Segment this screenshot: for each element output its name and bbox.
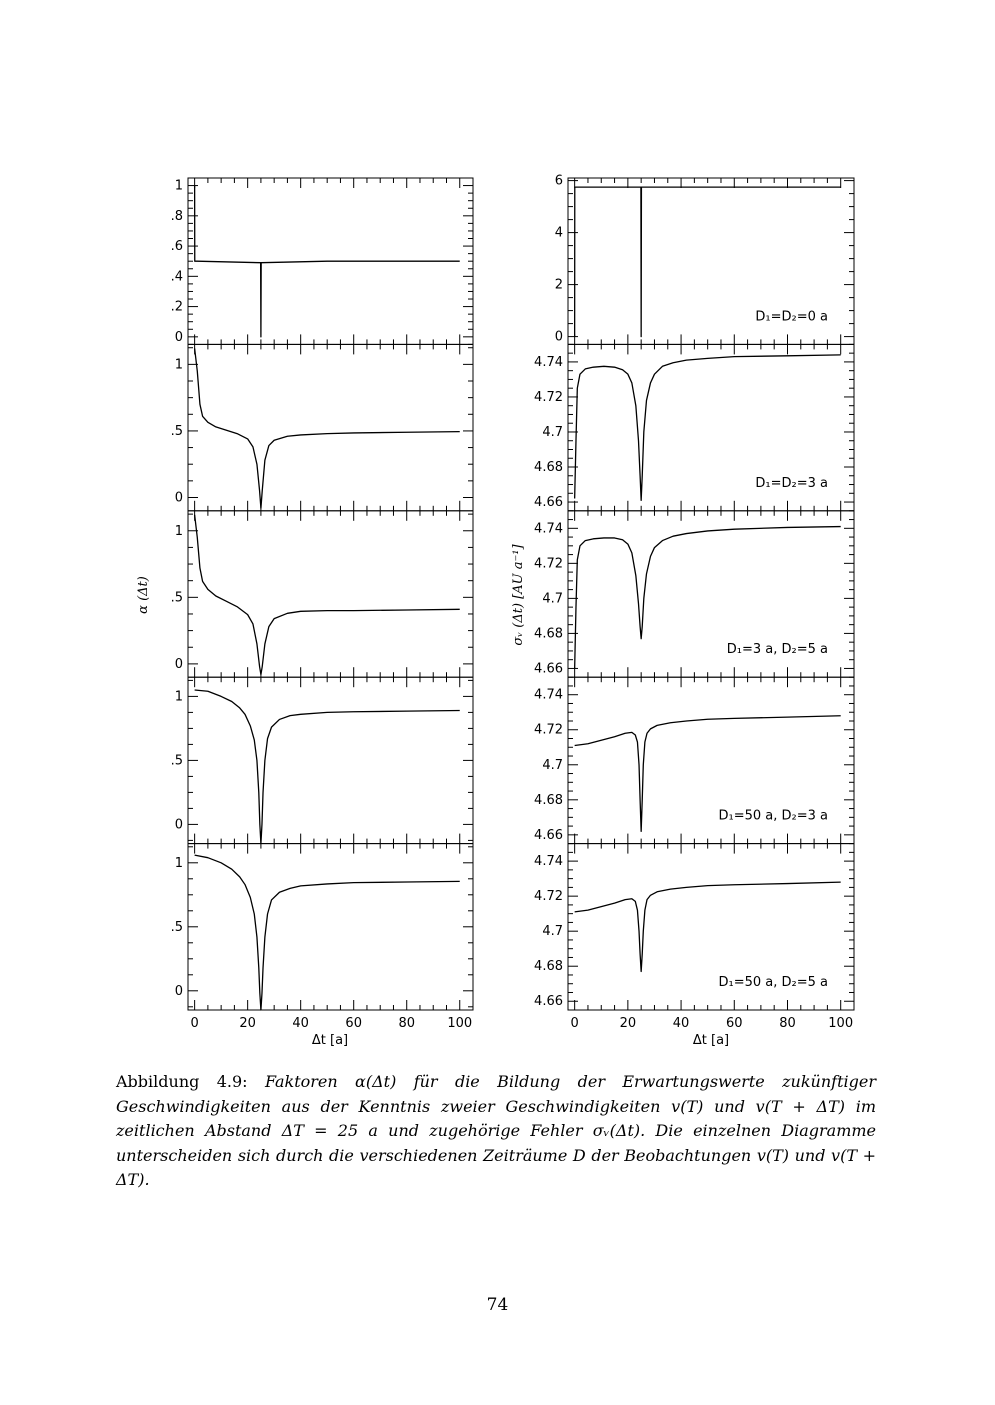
y-tick-label: .5 bbox=[170, 423, 183, 439]
y-tick-label: 0 bbox=[174, 656, 183, 672]
x-tick-label: 40 bbox=[672, 1016, 690, 1031]
y-tick-label: 1 bbox=[174, 178, 183, 194]
data-curve bbox=[195, 690, 460, 844]
right-panel-1 bbox=[555, 174, 854, 345]
x-tick-label: 0 bbox=[570, 1016, 579, 1031]
y-tick-label: .2 bbox=[170, 299, 183, 315]
y-tick-label: 4.7 bbox=[542, 924, 563, 940]
y-tick-label: 1 bbox=[174, 523, 183, 539]
panel-label: D₁=50 a, D₂=3 a bbox=[718, 808, 828, 824]
data-curve bbox=[195, 855, 460, 1010]
left-panel-5 bbox=[171, 844, 473, 1010]
y-tick-label: 4.74 bbox=[534, 854, 563, 870]
left-y-axis-label: α (Δt) bbox=[136, 576, 151, 614]
right-x-axis-label: Δt [a] bbox=[692, 1033, 730, 1048]
page-number: 74 bbox=[486, 1295, 509, 1315]
x-tick-label: 80 bbox=[398, 1016, 415, 1031]
y-tick-label: 4.66 bbox=[534, 994, 563, 1010]
left-panel-3 bbox=[171, 511, 473, 677]
right-y-axis-label: σᵥ (Δt) [AU a⁻¹] bbox=[511, 544, 526, 646]
x-tick-label: 60 bbox=[726, 1016, 743, 1031]
left-panel-2 bbox=[171, 344, 473, 510]
y-tick-label: 4.68 bbox=[534, 460, 563, 476]
y-tick-label: 4.66 bbox=[534, 495, 563, 511]
y-tick-label: 4.7 bbox=[542, 591, 563, 607]
right-panel-5 bbox=[534, 844, 854, 1010]
figure-caption bbox=[116, 1070, 876, 1193]
x-tick-label: 0 bbox=[190, 1016, 199, 1031]
x-tick-label: 100 bbox=[447, 1016, 473, 1031]
y-tick-label: 6 bbox=[554, 173, 563, 189]
left-panel-4 bbox=[171, 677, 473, 843]
y-tick-label: .5 bbox=[170, 919, 183, 935]
y-tick-label: 4.66 bbox=[534, 827, 563, 843]
y-tick-label: .5 bbox=[170, 753, 183, 769]
y-tick-label: 4.74 bbox=[534, 687, 563, 703]
y-tick-label: 0 bbox=[174, 817, 183, 833]
x-tick-label: 60 bbox=[345, 1016, 362, 1031]
right-panel-3 bbox=[534, 511, 854, 677]
y-tick-label: 4.66 bbox=[534, 661, 563, 677]
panel-label: D₁=D₂=0 a bbox=[755, 309, 828, 325]
y-tick-label: 4.74 bbox=[534, 521, 563, 537]
x-tick-label: 20 bbox=[619, 1016, 637, 1031]
x-tick-label: 20 bbox=[239, 1016, 256, 1031]
y-tick-label: .6 bbox=[170, 239, 183, 255]
y-tick-label: 0 bbox=[554, 329, 563, 345]
data-curve bbox=[195, 348, 460, 508]
left-x-axis-label: Δt [a] bbox=[311, 1033, 349, 1048]
x-tick-label: 100 bbox=[828, 1016, 854, 1031]
data-curve bbox=[575, 882, 841, 971]
panel-frame bbox=[188, 511, 473, 677]
y-tick-label: 4.68 bbox=[534, 959, 563, 975]
caption-label: Abbildung 4.9: bbox=[116, 1072, 248, 1091]
y-tick-label: 4.68 bbox=[534, 626, 563, 642]
y-tick-label: 4.7 bbox=[542, 424, 563, 440]
y-tick-label: .4 bbox=[170, 269, 183, 285]
y-tick-label: 4.72 bbox=[534, 722, 563, 738]
x-tick-label: 80 bbox=[779, 1016, 796, 1031]
y-tick-label: 0 bbox=[174, 983, 183, 999]
y-tick-label: .8 bbox=[170, 208, 183, 224]
panel-label: D₁=50 a, D₂=5 a bbox=[718, 975, 828, 990]
y-tick-label: 4.72 bbox=[534, 556, 563, 572]
y-tick-label: 4.68 bbox=[534, 792, 563, 808]
y-tick-label: 4.72 bbox=[534, 889, 563, 905]
x-tick-label: 40 bbox=[292, 1016, 309, 1031]
panel-label: D₁=D₂=3 a bbox=[755, 475, 828, 491]
left-panel-1 bbox=[171, 178, 473, 345]
y-tick-label: 4 bbox=[554, 225, 563, 241]
y-tick-label: 1 bbox=[174, 357, 183, 373]
right-panel-4 bbox=[534, 677, 854, 843]
y-tick-label: .5 bbox=[170, 590, 183, 606]
panel-frame bbox=[188, 677, 473, 843]
panel-frame bbox=[188, 344, 473, 510]
y-tick-label: 4.7 bbox=[542, 757, 563, 773]
y-tick-label: 4.72 bbox=[534, 389, 563, 405]
y-tick-label: 4.74 bbox=[534, 354, 563, 370]
y-tick-label: 1 bbox=[174, 689, 183, 705]
right-panel-2 bbox=[534, 344, 854, 510]
caption-text: Faktoren α(Δt) für die Bildung der Erwartungswerte zukünftiger Geschwindigkeiten aus der Kenntnis zweier Geschwindigkeiten v(T) und v(T + ΔT) im zeitlichen Abstand ΔT = 25 a und zugehörige Fehler σᵥ(Δt). Die einzelnen Diagramme unterscheiden sich durch die verschiedenen Zeiträume D der Beobachtungen v(T) und v(T + ΔT). bbox=[116, 1072, 876, 1189]
data-curve bbox=[195, 515, 460, 675]
y-tick-label: 0 bbox=[174, 329, 183, 345]
panel-label: D₁=3 a, D₂=5 a bbox=[726, 642, 828, 658]
y-tick-label: 1 bbox=[174, 855, 183, 871]
y-tick-label: 0 bbox=[174, 490, 183, 506]
y-tick-label: 2 bbox=[554, 277, 563, 293]
data-curve bbox=[195, 186, 460, 337]
